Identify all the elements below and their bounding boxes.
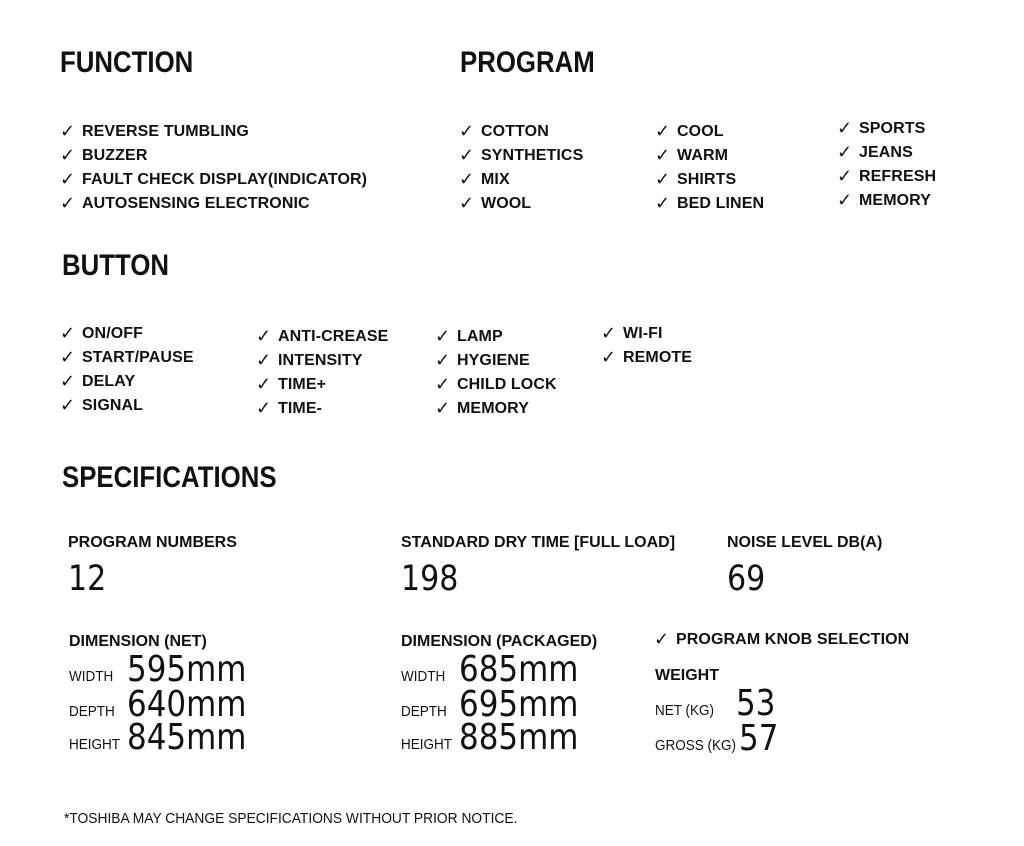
check-icon: ✓ [459, 193, 475, 214]
check-icon: ✓ [60, 169, 76, 190]
check-icon: ✓ [60, 193, 76, 214]
check-icon: ✓ [256, 326, 272, 347]
dry-time-label: STANDARD DRY TIME [FULL LOAD] [401, 534, 676, 551]
list-item [655, 168, 764, 192]
list-item [60, 168, 367, 192]
check-icon: ✓ [435, 350, 451, 371]
dimension-key: HEIGHT [401, 736, 453, 753]
check-icon: ✓ [60, 145, 76, 166]
button-item-label: INTENSITY [278, 352, 363, 369]
dimension-key: WIDTH [69, 668, 114, 685]
list-item [655, 144, 764, 168]
function-item-label: BUZZER [82, 147, 148, 164]
program-item-label: BED LINEN [677, 195, 765, 212]
program-item-label: COTTON [481, 123, 549, 140]
check-icon: ✓ [837, 118, 853, 139]
check-icon: ✓ [459, 169, 475, 190]
button-item-label: TIME- [278, 400, 323, 417]
check-icon: ✓ [60, 371, 76, 392]
dimension-value: 885mm [459, 717, 579, 758]
dimension-value: 640mm [127, 684, 247, 725]
button-list-col-1 [60, 322, 194, 418]
check-icon: ✓ [459, 145, 475, 166]
button-item-label: TIME+ [278, 376, 327, 393]
list-item [256, 397, 388, 421]
list-item [655, 192, 764, 216]
program-item-label: WARM [677, 147, 729, 164]
list-item [60, 144, 367, 168]
program-item-label: REFRESH [859, 168, 937, 185]
list-item [256, 325, 388, 349]
dimension-value: 685mm [459, 649, 579, 690]
button-item-label: HYGIENE [457, 352, 530, 369]
button-item-label: LAMP [457, 328, 503, 345]
check-icon: ✓ [60, 323, 76, 344]
list-item [837, 165, 936, 189]
check-icon: ✓ [256, 398, 272, 419]
list-item [837, 189, 936, 213]
dimension-key: HEIGHT [69, 736, 121, 753]
dimension-net-label: DIMENSION (NET) [69, 633, 207, 650]
program-numbers-value: 12 [68, 559, 107, 599]
check-icon: ✓ [601, 347, 617, 368]
check-icon: ✓ [837, 166, 853, 187]
button-item-label: DELAY [82, 373, 136, 390]
dimension-key: DEPTH [401, 703, 447, 720]
list-item [60, 322, 194, 346]
check-icon: ✓ [655, 193, 671, 214]
check-icon: ✓ [655, 121, 671, 142]
program-item-label: SPORTS [859, 120, 926, 137]
program-knob-item [654, 628, 909, 652]
weight-label: WEIGHT [655, 667, 719, 684]
list-item [256, 349, 388, 373]
list-item [655, 120, 764, 144]
program-item-label: JEANS [859, 144, 913, 161]
footnote: *TOSHIBA MAY CHANGE SPECIFICATIONS WITHOUT PRIOR NOTICE. [64, 810, 518, 827]
check-icon: ✓ [655, 169, 671, 190]
button-item-label: ON/OFF [82, 325, 144, 342]
program-numbers-label: PROGRAM NUMBERS [68, 534, 237, 551]
list-item [601, 346, 692, 370]
list-item [459, 144, 583, 168]
list-item [435, 325, 557, 349]
button-list-col-4 [601, 322, 692, 370]
function-item-label: AUTOSENSING ELECTRONIC [82, 195, 310, 212]
button-item-label: START/PAUSE [82, 349, 194, 366]
weight-value: 57 [739, 718, 779, 759]
dimension-packaged-width-row [401, 649, 598, 690]
function-item-label: REVERSE TUMBLING [82, 123, 249, 140]
check-icon: ✓ [837, 142, 853, 163]
specifications-heading: SPECIFICATIONS [62, 461, 277, 494]
list-item [837, 117, 936, 141]
dimension-net-width-row [69, 649, 266, 690]
list-item [435, 373, 557, 397]
check-icon: ✓ [655, 145, 671, 166]
button-item-label: MEMORY [457, 400, 530, 417]
program-knob-label: PROGRAM KNOB SELECTION [676, 631, 910, 648]
dimension-value: 695mm [459, 684, 579, 725]
noise-label: NOISE LEVEL DB(A) [727, 534, 883, 551]
dimension-value: 595mm [127, 649, 247, 690]
program-list-col-3 [837, 117, 936, 213]
list-item [435, 349, 557, 373]
weight-key: NET (KG) [655, 702, 715, 719]
button-item-label: SIGNAL [82, 397, 144, 414]
button-item-label: CHILD LOCK [457, 376, 557, 393]
list-item [60, 192, 367, 216]
dimension-key: WIDTH [401, 668, 446, 685]
check-icon: ✓ [60, 395, 76, 416]
dimension-packaged-height-row [401, 717, 598, 758]
list-item [60, 346, 194, 370]
dimension-key: DEPTH [69, 703, 115, 720]
list-item [601, 322, 692, 346]
check-icon: ✓ [435, 398, 451, 419]
list-item [256, 373, 388, 397]
program-item-label: MEMORY [859, 192, 932, 209]
list-item [459, 120, 583, 144]
button-item-label: ANTI-CREASE [278, 328, 389, 345]
program-item-label: WOOL [481, 195, 532, 212]
program-item-label: COOL [677, 123, 724, 140]
button-list-col-3 [435, 325, 557, 421]
check-icon: ✓ [60, 347, 76, 368]
check-icon: ✓ [654, 629, 670, 650]
check-icon: ✓ [256, 374, 272, 395]
weight-net-row [655, 683, 782, 724]
program-item-label: MIX [481, 171, 510, 188]
function-item-label: FAULT CHECK DISPLAY(INDICATOR) [82, 171, 368, 188]
list-item [459, 192, 583, 216]
list-item [459, 168, 583, 192]
check-icon: ✓ [837, 190, 853, 211]
list-item [837, 141, 936, 165]
check-icon: ✓ [435, 374, 451, 395]
check-icon: ✓ [60, 121, 76, 142]
dimension-packaged-label: DIMENSION (PACKAGED) [401, 633, 598, 650]
noise-value: 69 [727, 559, 766, 599]
program-heading: PROGRAM [460, 46, 595, 79]
dimension-net-height-row [69, 717, 266, 758]
function-list [60, 120, 367, 216]
program-item-label: SYNTHETICS [481, 147, 584, 164]
check-icon: ✓ [601, 323, 617, 344]
button-item-label: REMOTE [623, 349, 693, 366]
list-item [60, 370, 194, 394]
button-list-col-2 [256, 325, 388, 421]
list-item [435, 397, 557, 421]
dry-time-value: 198 [401, 559, 459, 599]
weight-gross-row [655, 718, 785, 759]
program-list-col-2 [655, 120, 764, 216]
check-icon: ✓ [459, 121, 475, 142]
check-icon: ✓ [435, 326, 451, 347]
program-list-col-1 [459, 120, 583, 216]
list-item [60, 394, 194, 418]
button-item-label: WI-FI [623, 325, 663, 342]
button-heading: BUTTON [62, 249, 170, 282]
weight-value: 53 [736, 683, 776, 724]
program-item-label: SHIRTS [677, 171, 737, 188]
dimension-value: 845mm [127, 717, 247, 758]
check-icon: ✓ [256, 350, 272, 371]
weight-key: GROSS (KG) [655, 737, 737, 754]
function-heading: FUNCTION [60, 46, 194, 79]
list-item [60, 120, 367, 144]
